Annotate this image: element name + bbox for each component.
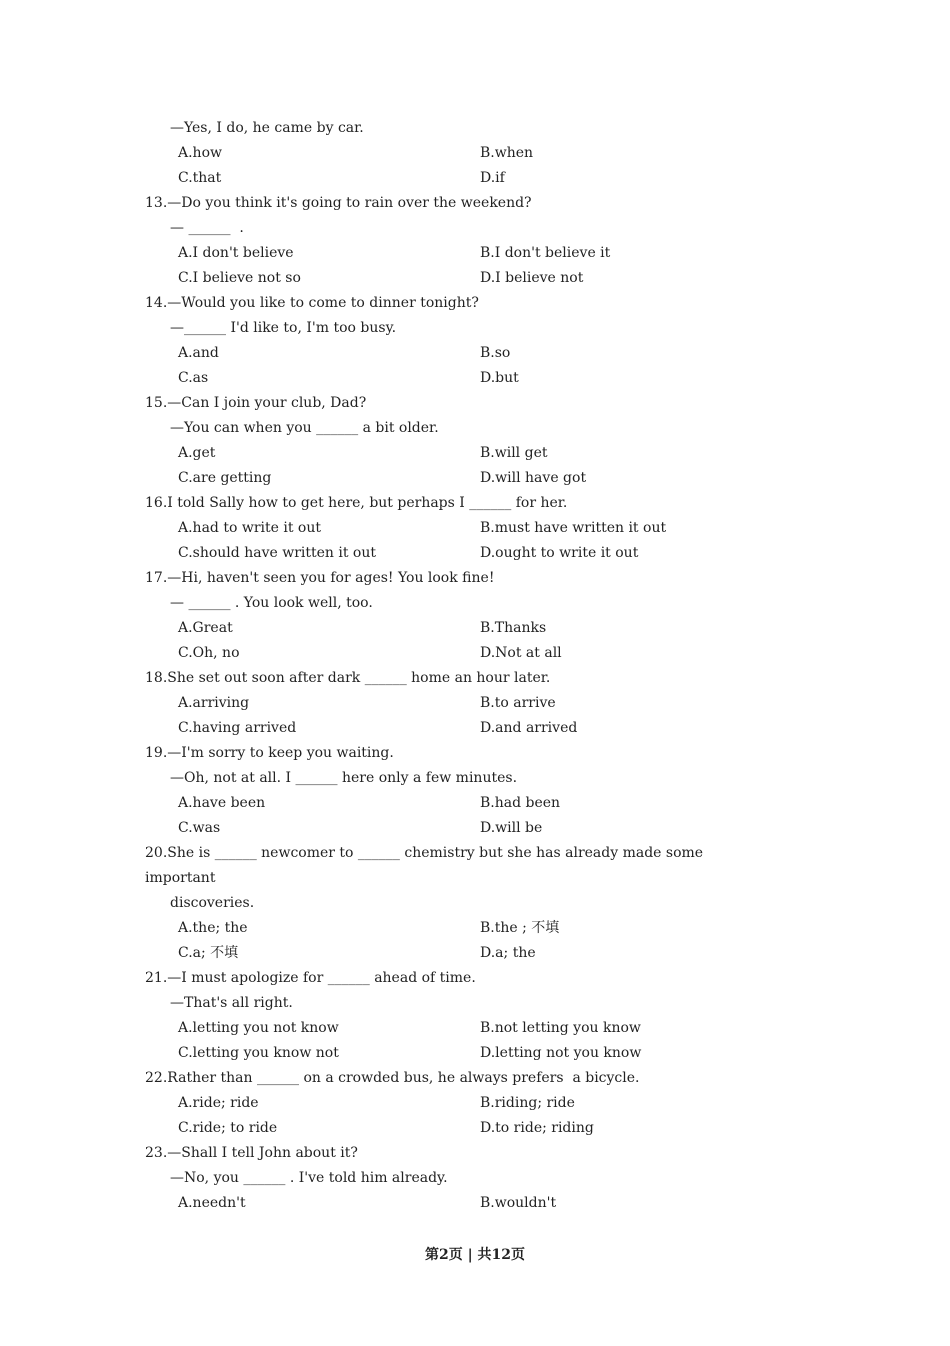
- option-line: B.will get: [480, 445, 548, 461]
- option-line: A.Great: [178, 620, 233, 636]
- dialogue-line: — ______ . You look well, too.: [170, 595, 373, 611]
- question-line: 14.—Would you like to come to dinner tonight?: [145, 295, 479, 311]
- option-line: D.will be: [480, 820, 543, 836]
- option-line: C.Oh, no: [178, 645, 240, 661]
- option-line: A.arriving: [178, 695, 250, 711]
- question-line: 20.She is ______ newcomer to ______ chemistry but she has already made some: [145, 845, 704, 861]
- option-line: B.I don't believe it: [480, 245, 611, 261]
- option-line: C.having arrived: [178, 720, 297, 736]
- option-line: D.will have got: [480, 470, 587, 486]
- option-line: B.so: [480, 345, 511, 361]
- dialogue-line: —Oh, not at all. I ______ here only a few minutes.: [170, 770, 518, 786]
- option-line: B.when: [480, 145, 534, 161]
- option-line: C.ride; to ride: [178, 1120, 278, 1136]
- option-line: D.ought to write it out: [480, 545, 639, 561]
- option-line: A.the; the: [178, 920, 248, 936]
- question-line: 21.—I must apologize for ______ ahead of time.: [145, 970, 476, 986]
- option-line: A.and: [178, 345, 219, 361]
- option-line: B.Thanks: [480, 620, 547, 636]
- option-line: D.letting not you know: [480, 1045, 642, 1061]
- option-line: B.to arrive: [480, 695, 556, 711]
- option-line: C.a; 不填: [178, 945, 239, 961]
- option-line: A.I don't believe: [178, 245, 294, 261]
- option-line: A.how: [178, 145, 222, 161]
- dialogue-line: —No, you ______ . I've told him already.: [170, 1170, 448, 1186]
- option-line: D.to ride; riding: [480, 1120, 594, 1136]
- question-line: important: [145, 870, 216, 886]
- option-line: D.a; the: [480, 945, 536, 961]
- option-line: B.had been: [480, 795, 561, 811]
- question-line: 16.I told Sally how to get here, but perhaps I ______ for her.: [145, 495, 568, 511]
- option-line: B.wouldn't: [480, 1195, 557, 1211]
- option-line: D.but: [480, 370, 519, 386]
- question-line: 15.—Can I join your club, Dad?: [145, 395, 367, 411]
- question-line: 22.Rather than ______ on a crowded bus, he always prefers a bicycle.: [145, 1070, 640, 1086]
- question-line: 13.—Do you think it's going to rain over the weekend?: [145, 195, 532, 211]
- option-line: C.that: [178, 170, 222, 186]
- question-line: 19.—I'm sorry to keep you waiting.: [145, 745, 394, 761]
- dialogue-line: —That's all right.: [170, 995, 293, 1011]
- option-line: D.and arrived: [480, 720, 578, 736]
- dialogue-line: —You can when you ______ a bit older.: [170, 420, 439, 436]
- dialogue-line: —______ I'd like to, I'm too busy.: [170, 320, 397, 336]
- option-line: C.as: [178, 370, 209, 386]
- option-line: A.get: [178, 445, 216, 461]
- option-line: B.must have written it out: [480, 520, 667, 536]
- option-line: D.I believe not: [480, 270, 584, 286]
- option-line: C.was: [178, 820, 221, 836]
- option-line: B.the ; 不填: [480, 920, 560, 936]
- option-line: A.had to write it out: [178, 520, 321, 536]
- dialogue-line: —Yes, I do, he came by car.: [170, 120, 364, 136]
- option-line: D.if: [480, 170, 505, 186]
- option-line: C.I believe not so: [178, 270, 301, 286]
- option-line: A.needn't: [178, 1195, 246, 1211]
- option-line: A.ride; ride: [178, 1095, 259, 1111]
- option-line: A.have been: [178, 795, 266, 811]
- option-line: B.not letting you know: [480, 1020, 641, 1036]
- dialogue-line: discoveries.: [170, 895, 255, 911]
- page-footer: 第2页 | 共12页: [424, 1247, 526, 1263]
- option-line: B.riding; ride: [480, 1095, 575, 1111]
- option-line: D.Not at all: [480, 645, 562, 661]
- option-line: C.letting you know not: [178, 1045, 339, 1061]
- dialogue-line: — ______ .: [170, 220, 244, 236]
- question-line: 18.She set out soon after dark ______ home an hour later.: [145, 670, 551, 686]
- question-line: 23.—Shall I tell John about it?: [145, 1145, 358, 1161]
- question-line: 17.—Hi, haven't seen you for ages! You look fine!: [145, 570, 495, 586]
- option-line: A.letting you not know: [178, 1020, 339, 1036]
- option-line: C.should have written it out: [178, 545, 376, 561]
- option-line: C.are getting: [178, 470, 272, 486]
